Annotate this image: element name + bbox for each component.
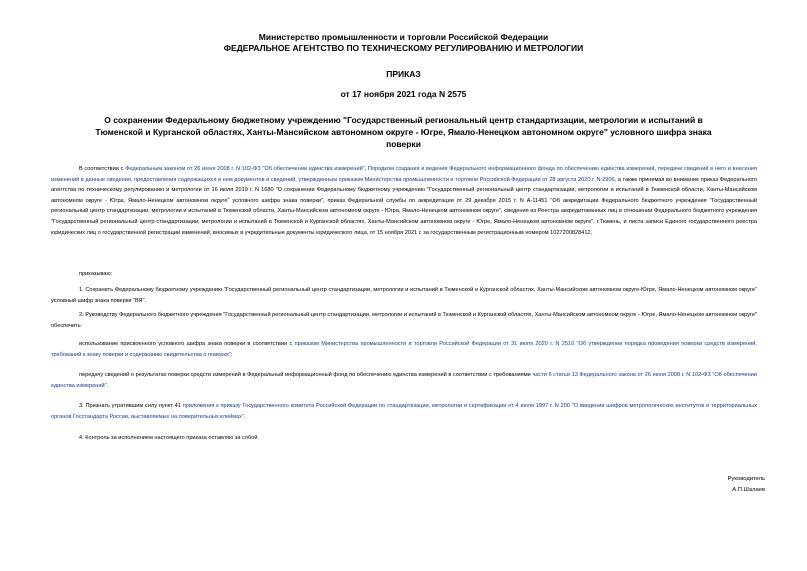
- link-federal-law-102[interactable]: Федеральным законом от 26 июня 2008 г. N 102-ФЗ "Об обеспечении единства измерений": [125, 166, 365, 172]
- preamble-text-1: В соответствии с: [79, 166, 126, 172]
- item-3: [51, 401, 757, 422]
- item-4: 4. Контроль за исполнением настоящего приказа оставляю за собой.: [79, 435, 260, 441]
- document-title: О сохранении Федеральному бюджетному учреждению "Государственный региональный центр стандартизации, метрологии и испытаний в Тюменской и Курганской областях, Ханты-Мансийском автономном округе - Югре, Ямало-Ненецком автономном округе" условного шифра знака поверки: [95, 115, 712, 149]
- item-2a: [51, 339, 757, 360]
- preamble-text-2: ,: [364, 166, 368, 172]
- preamble-text-3: , а также принимая во внимание приказ Федерального агентства по техническому регулированию и метрологии от 16 июля 2019 г. N 1680 "О сохранении Федеральному бюджетному учреждению "Государственный региональный центр стандартизации, метрологии и испытаний в Тюменской области, Ханты-Мансийском автономном округе - Югра, Ямало-Ненецком автономном округе" условного шифра знака поверки", приказ Федеральной службы по аккредитации от 29 декабря 2015 г. N А-11451 "Об аккредитации Федерального бюджетного учреждения "Государственный региональный центр стандартизации, метрологии и испытаний в Тюменской области, Ханты-Мансийском автономном округе - Югра, Ямало-Ненецком автономном округе", сведения из Реестра аккредитованных лиц в отношении Федерального бюджетного учреждения "Государственный региональный центр стандартизации, метрологии и испытаний в Тюменской и Курганской областях, Ханты-Мансийском автономном округе - Югре, Ямало-Ненецком автономном округе", г.Тюмень, и листа записи Единого государственного реестра юридических лиц о государственной регистрации изменений, вносимых в учредительные документы юридического лица, от 15 ноября 2021 г. за государственным регистрационным номером 1027200828412,: [51, 176, 757, 236]
- item-2a-text-1: использование присвоенного условного шифра знака поверки в соответствии с: [79, 341, 295, 347]
- item-3-text-2: .: [243, 413, 246, 420]
- item-1: 1. Сохранить Федеральному бюджетному учреждению "Государственный региональный центр стандартизации, метрологии и испытаний в Тюменской и Курганской областях, Ханты-Мансийском автономном округе-Югре, Ямало-Ненецком автономном округе" условный шифр знака поверки "ВЯ".: [51, 287, 757, 304]
- link-gosstandart-order-200[interactable]: приложения к приказу Государственного комитета Российской Федерации по стандартизации, метрологии и сертификации от 4 июля 1997 г. N 200 "О введении шифров метрологических институтов и территориальных органов Госстандарта России, выставляемых на поверительных клеймах": [51, 403, 757, 420]
- link-law-article-13[interactable]: части 6 статьи 13 Федерального закона от 26 июня 2008 г. N 102-ФЗ "Об обеспечении единства измерений": [51, 372, 757, 389]
- item-2a-text-2: ;: [230, 351, 233, 358]
- preamble-paragraph: [51, 164, 757, 238]
- item-2: 2. Руководству Федерального бюджетного учреждения "Государственный региональный центр стандартизации, метрологии и испытаний в Тюменской и Курганской областях, Ханты-Мансийском автономном округе - Югре, Ямало-Ненецком автономном округе" обеспечить:: [51, 312, 758, 329]
- ministry-name: Министерство промышленности и торговли Российской Федерации: [258, 32, 549, 42]
- link-order-2510[interactable]: приказом Министерства промышленности и торговли Российской Федерации от 31 июля 2020 г. N 2510 "Об утверждении порядка проведения поверки средств измерений, требований к знаку поверки и содержанию свидетельства о поверке": [51, 341, 757, 358]
- item-2b-text-1: передачу сведений о результатах поверки средств измерений в Федеральный информационный фонд по обеспечению единства измерений в соответствии с требованиями: [79, 372, 533, 378]
- signature-role: Руководитель: [727, 476, 765, 482]
- item-2b: [51, 370, 757, 391]
- order-word: приказываю:: [79, 271, 113, 277]
- link-fund-procedure[interactable]: Порядком создания и ведения Федерального информационного фонда по обеспечению единства измерений, передачи сведений в него и внесения изменений в данные сведения, предоставления содержащихся в нем документов и сведений, утвержденным приказом Министерства промышленности и торговли Российской Федерации от 28 августа 2020 г. N 2906: [51, 166, 757, 183]
- agency-name: ФЕДЕРАЛЬНОЕ АГЕНТСТВО ПО ТЕХНИЧЕСКОМУ РЕГУЛИРОВАНИЮ И МЕТРОЛОГИИ: [223, 43, 584, 53]
- item-3-text-1: 3. Признать утратившим силу пункт 41: [79, 403, 183, 409]
- item-2b-text-2: .: [106, 382, 109, 389]
- document-type: ПРИКАЗ: [386, 69, 421, 79]
- document-date-number: от 17 ноября 2021 года N 2575: [340, 89, 467, 99]
- signature-name: А.П.Шалаев: [732, 487, 765, 493]
